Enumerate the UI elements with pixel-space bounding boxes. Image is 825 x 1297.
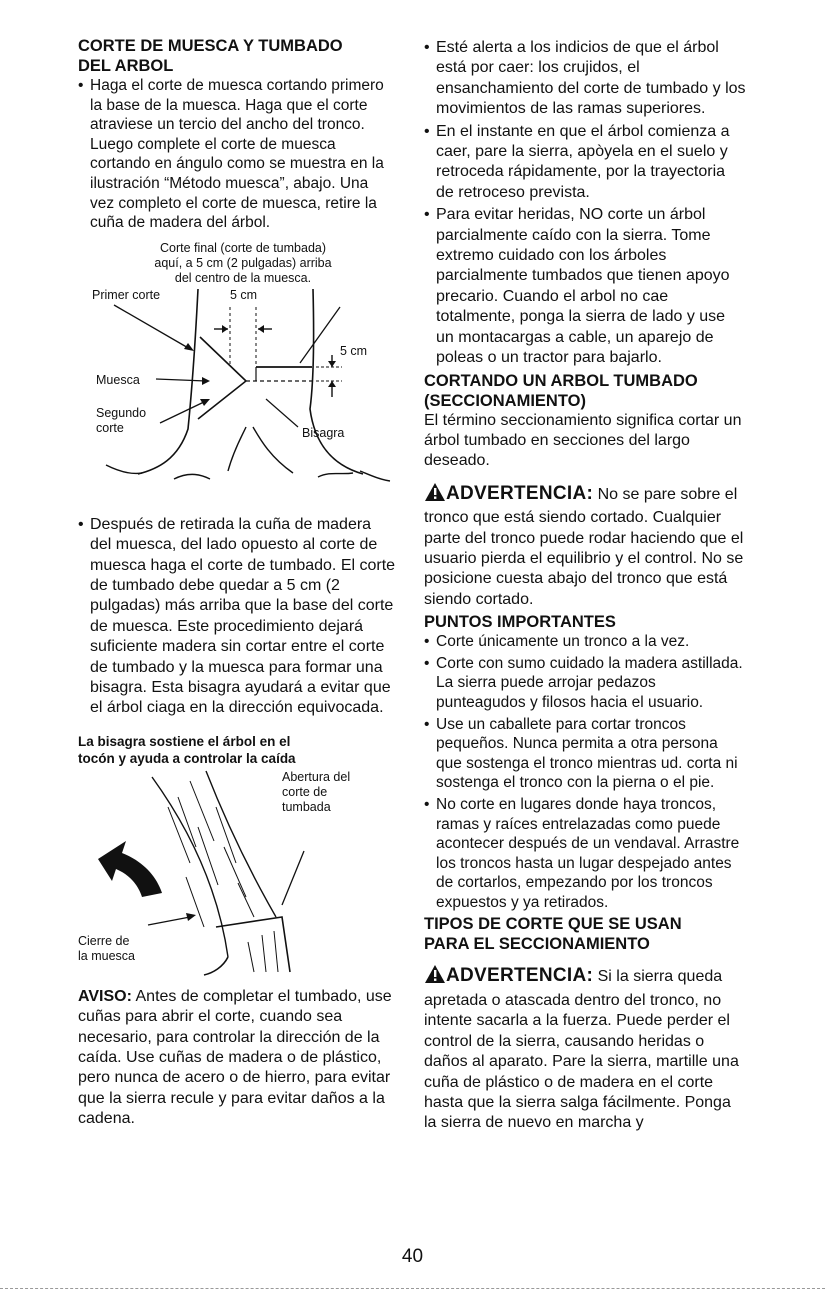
label-5cm-side: 5 cm — [340, 343, 368, 358]
heading-cut-types — [424, 914, 746, 954]
warning-text: No se pare sobre el tronco que está siendo cortado. Cualquier parte del tronco puede rodar haciendo que el usuario pierda el equilibrio y el control. No se posicione cuesta abajo del tronco que está siendo cortado. — [424, 485, 744, 608]
list-item: • Haga el corte de muesca cortando primero la base de la muesca. Haga que el corte atraviese un tercio del ancho del tronco. Luego complete el corte de muesca cortando en ángulo como se muestra en la ilustración “Método muesca”, abajo. Una vez completo el corte de muesca, retire la cuña de madera del árbol. — [78, 76, 396, 233]
heading-notch-felling — [78, 36, 396, 76]
list-item: • Esté alerta a los indicios de que el árbol está por caer: los crujidos, el ensanchamiento del corte de tumbado y los movimientos de las ramas superiores. — [424, 38, 746, 120]
notice-paragraph — [78, 987, 396, 1130]
label-closure-1: Cierre de — [78, 933, 130, 948]
hinge-illustration — [78, 767, 396, 981]
label-closure-2: la muesca — [78, 948, 135, 963]
heading-line-2: DEL ARBOL — [78, 57, 174, 75]
warning-label: ADVERTENCIA: — [446, 482, 594, 504]
list-item: • Corte con sumo cuidado la madera astillada. La sierra puede arrojar pedazos punteagudos y filosos hacia el usuario. — [424, 654, 746, 713]
label-opening-3: tumbada — [282, 799, 331, 814]
label-opening-1: Abertura del — [282, 769, 351, 784]
notice-text: Antes de completar el tumbado, use cuñas para abrir el corte, cuando sea necesario, para controlar la dirección de la caída. Use cuñas de madera o de plástico, pero nunca de acero o de hierro, para evitar que la sierra recule y para evitar daños a la cadena. — [78, 987, 392, 1128]
warning-text: Si la sierra queda apretada o atascada dentro del tronco, no intente sacarla a la fuerza. Puede perder el control de la sierra, causando heridas o daños al aparato. Pare la sierra, martille una cuña de plástico o de madera en el corte hasta que la sierra salga fácilmente. Ponga la sierra de nuevo en marcha y — [424, 968, 739, 1132]
hinge-diagram — [78, 767, 396, 981]
caption-line: del centro de la muesca. — [174, 270, 312, 285]
list-item: • No corte en lugares donde haya troncos, ramas y raíces entrelazadas como puede acontecer después de un vendaval. Arrastre los troncos hasta un lugar despejado antes de cortarlos, empezando por los troncos expuestos y ya retirados. — [424, 795, 746, 913]
label-hinge: Bisagra — [302, 425, 345, 440]
list-item: • Para evitar heridas, NO corte un árbol parcialmente caído con la sierra. Tome extremo cuidado con los árboles parcialmente tumbados que tienen apoyo precario. Cuando el arbol no cae totalmente, ponga la sierra de lado y use un montacargas a cable, un aparejo de poleas o un tractor para bajarlo. — [424, 205, 746, 368]
list-item: • Corte únicamente un tronco a la vez. — [424, 632, 746, 652]
heading-line-1: CORTANDO UN ARBOL TUMBADO — [424, 371, 698, 390]
notch-diagram — [78, 241, 396, 541]
heading-line-1: CORTE DE MUESCA Y TUMBADO — [78, 37, 343, 55]
left-column — [78, 36, 396, 1130]
caption-line: aquí, a 5 cm (2 pulgadas) arriba — [154, 255, 332, 270]
caption-line: tocón y ayuda a controlar la caída — [78, 750, 296, 766]
label-first-cut: Primer corte — [92, 288, 161, 302]
heading-bucking — [424, 371, 746, 411]
caption-line: Corte final (corte de tumbada) — [159, 240, 327, 255]
important-points-list — [424, 632, 746, 912]
heading-line-2: PARA EL SECCIONAMIENTO — [424, 935, 650, 954]
bucking-definition: El término seccionamiento significa cortar un árbol tumbado en secciones del largo deseado. — [424, 411, 742, 470]
notch-instructions-list — [78, 76, 396, 233]
label-5cm-top: 5 cm — [230, 288, 258, 302]
label-opening-2: corte de — [282, 784, 328, 799]
hinge-caption — [78, 733, 396, 767]
list-item: • Use un caballete para cortar troncos pequeños. Nunca permita a otra persona que sostenga el tronco mientras ud. corta ni sostenga el tronco con la pierna o el pie. — [424, 715, 746, 793]
caption-line: La bisagra sostiene el árbol en el — [78, 733, 291, 749]
warning-label: ADVERTENCIA: — [446, 965, 594, 987]
label-notch: Muesca — [96, 372, 140, 387]
page-bottom-rule — [0, 1288, 825, 1289]
list-item: • En el instante en que el árbol comienza a caer, pare la sierra, apòyela en el suelo y retroceda rápidamente, por la trayectoria de retroceso prevista. — [424, 122, 746, 204]
label-second-cut-2: corte — [96, 420, 124, 435]
felling-cut-list — [78, 515, 396, 719]
tree-notch-illustration — [78, 289, 396, 539]
heading-line-1: TIPOS DE CORTE QUE SE USAN — [424, 915, 682, 934]
final-cut-caption — [118, 241, 368, 286]
heading-important-points: PUNTOS IMPORTANTES — [424, 613, 616, 632]
warning-triangle-icon — [424, 482, 446, 508]
list-item: • Después de retirada la cuña de madera del muesca, del lado opuesto al corte de muesca haga el corte de tumbado. El corte de tumbado debe quedar a 5 cm (2 pulgadas) más arriba que la base del corte de muesca. Este procedimiento dejará suficiente madera sin cortar entre el corte de tumbado y la muesca para formar una bisagra. Esta bisagra ayudará a evitar que el árbol ciaga en la dirección equivocada. — [78, 515, 396, 719]
right-column — [424, 36, 746, 1134]
page-number: 40 — [401, 1246, 424, 1267]
warning-triangle-icon — [424, 964, 446, 990]
warning-1 — [424, 482, 746, 610]
notice-label: AVISO: — [78, 987, 132, 1005]
label-second-cut-1: Segundo — [96, 405, 147, 420]
warning-2 — [424, 964, 746, 1133]
falling-tips-list — [424, 38, 746, 369]
heading-line-2: (SECCIONAMIENTO) — [424, 391, 586, 410]
